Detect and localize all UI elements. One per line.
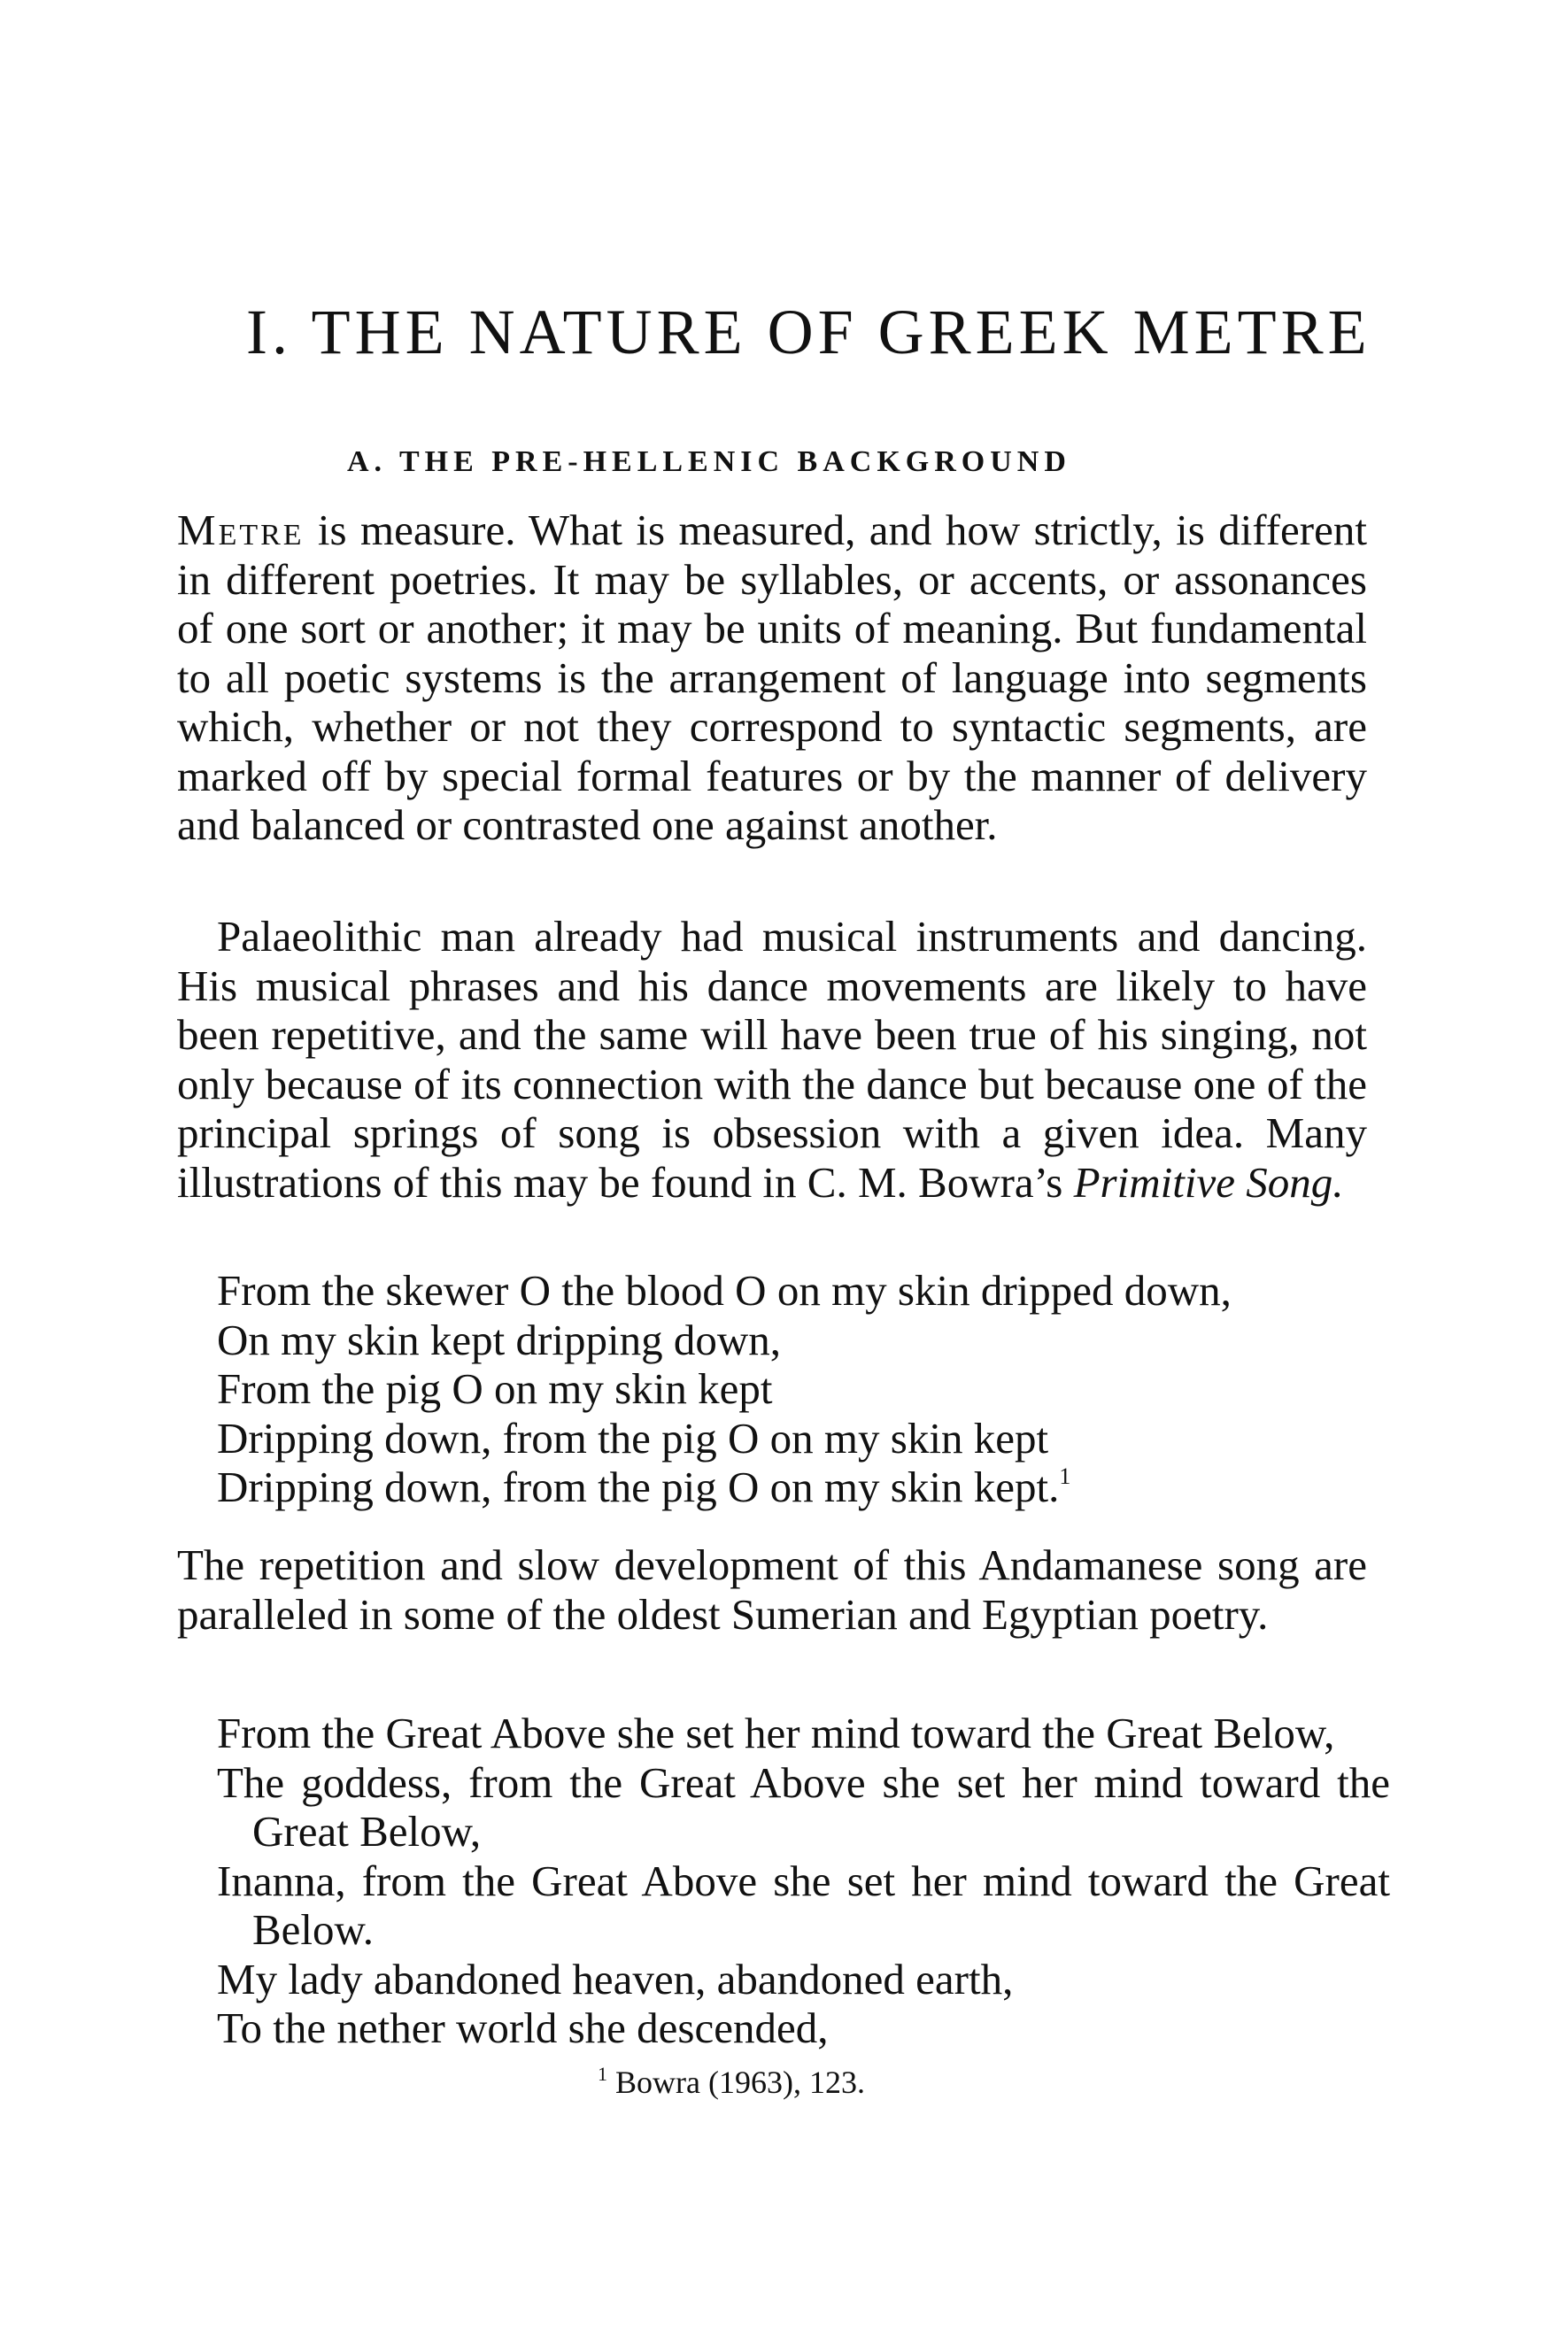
verse-line: The goddess, from the Great Above she set her mind toward the Great Below, — [217, 1757, 1390, 1856]
chapter-title: I. THE NATURE OF GREEK METRE — [246, 297, 1371, 367]
footnote-marker: 1 — [1059, 1463, 1071, 1489]
body-paragraph — [177, 912, 1367, 1207]
verse-quotation — [217, 1266, 1386, 1512]
footnote — [598, 2063, 865, 2102]
verse-line: To the nether world she descended, — [217, 2003, 829, 2052]
verse-line: Dripping down, from the pig O on my skin kept.$^1$ — [217, 1463, 1071, 1511]
verse-line: From the pig O on my skin kept — [217, 1364, 773, 1413]
body-paragraph — [177, 506, 1367, 850]
body-paragraph — [177, 1540, 1367, 1639]
verse-quotation — [217, 1709, 1390, 2053]
verse-line: On my skin kept dripping down, — [217, 1315, 781, 1364]
book-title: Primitive Song. — [1073, 1157, 1344, 1207]
paragraph-text: The repetition and slow development of this Andamanese song are paralleled in some of the oldest Sumerian and Egyptian poetry. — [177, 1540, 1367, 1639]
footnote-text: Bowra (1963), 123. — [615, 2065, 865, 2100]
lead-word: Metre — [177, 506, 305, 554]
verse-line: Dripping down, from the pig O on my skin kept — [217, 1413, 1049, 1463]
verse-line: My lady abandoned heaven, abandoned earth, — [217, 1954, 1014, 2003]
verse-line: From the Great Above she set her mind toward the Great Below, — [217, 1709, 1335, 1757]
paragraph-text: is measure. What is measured, and how strictly, is different in different poetries. It may be syllables, or accents, or assonances of one sort or another; it may be units of meaning. But fundamental to all poetic systems is the arrangement of language into segments which, whether or not they correspond to syntactic segments, are marked off by special formal features or by the manner of delivery and balanced or contrasted one against another. — [177, 506, 1367, 849]
verse-line: From the skewer O the blood O on my skin dripped down, — [217, 1266, 1232, 1315]
verse-line: Inanna, from the Great Above she set her mind toward the Great Below. — [217, 1856, 1390, 1954]
paragraph-text: Palaeolithic man already had musical instruments and dancing. His musical phrases and his dance movements are likely to have been repetitive, and the same will have been true of his singing, not only because of its connection with the dance but because one of the principal springs of song is obsession with a given idea. Many illustrations of this may be found in C. M. Bowra’s — [177, 912, 1367, 1207]
section-heading: A. THE PRE-HELLENIC BACKGROUND — [347, 445, 1071, 478]
footnote-marker: 1 — [598, 2063, 607, 2085]
